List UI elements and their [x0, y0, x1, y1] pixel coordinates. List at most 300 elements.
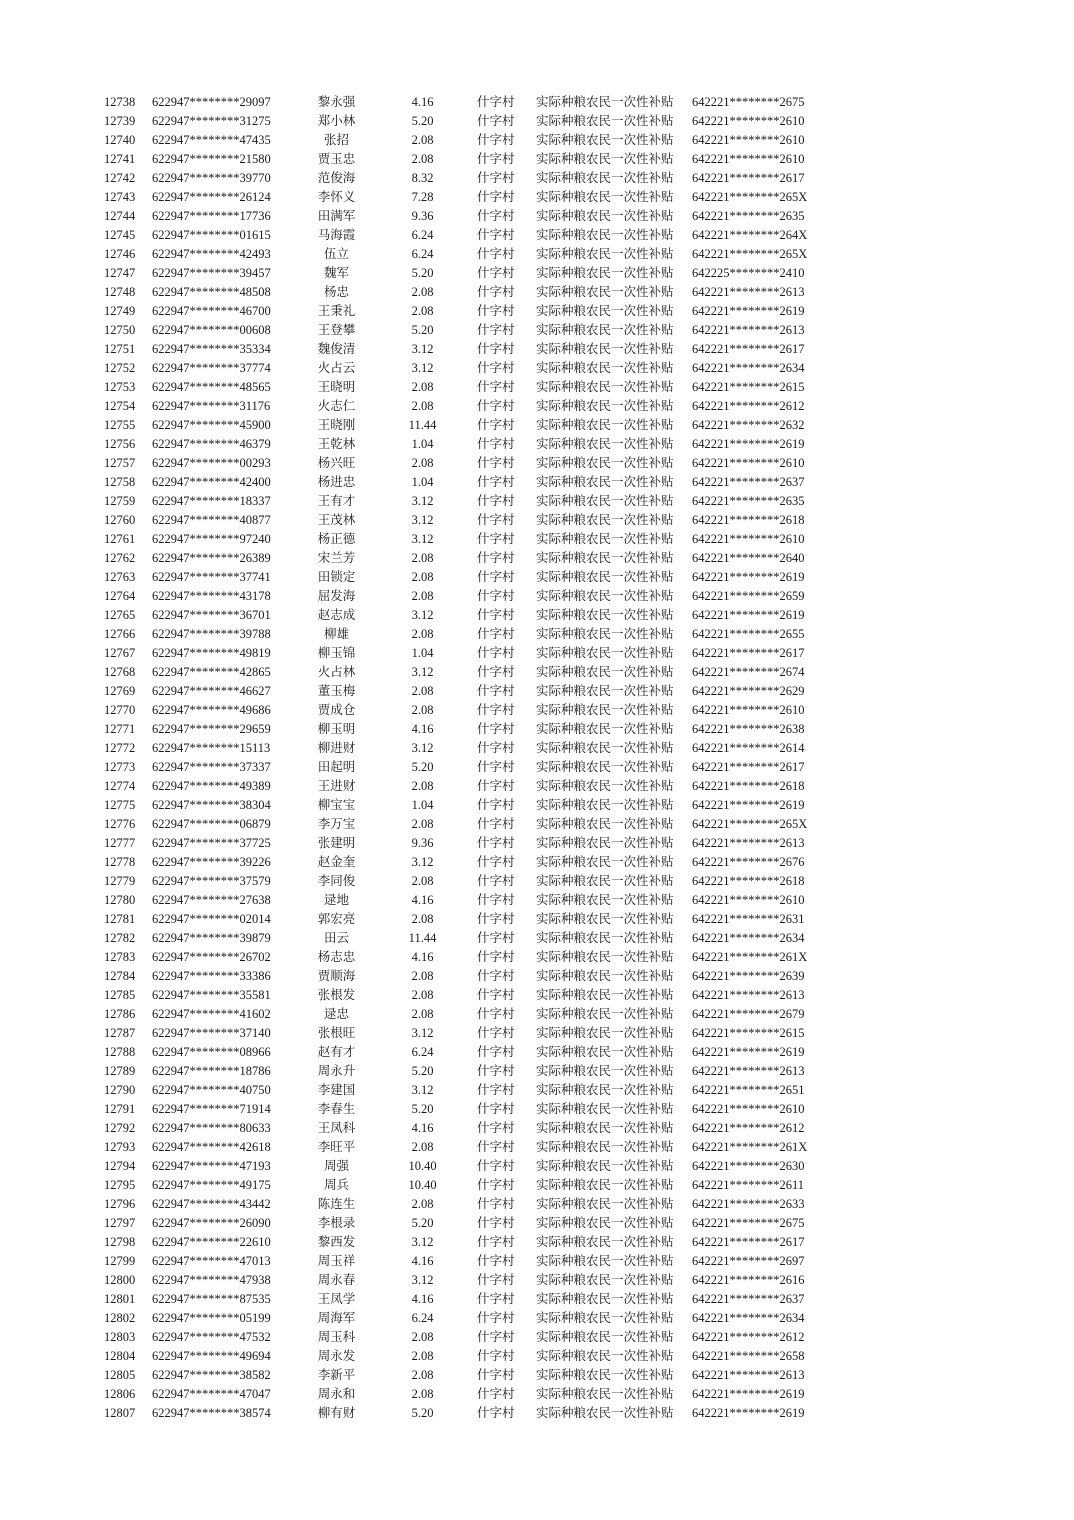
subsidy-amount: 3.12: [411, 1273, 434, 1287]
subsidy-amount: 4.16: [411, 893, 434, 907]
account-number: 622947********48508: [152, 285, 271, 299]
id-card-number: 642221********2613: [692, 836, 805, 850]
subsidy-amount: 2.08: [411, 589, 434, 603]
account-number: 622947********87535: [152, 1292, 271, 1306]
id-card-number: 642221********2613: [692, 1064, 805, 1078]
subsidy-type: 实际种粮农民一次性补贴: [536, 931, 674, 945]
subsidy-amount: 5.20: [411, 1102, 434, 1116]
subsidy-amount: 1.04: [411, 475, 434, 489]
village-name: 什字村: [477, 1387, 515, 1401]
table-row: [0, 397, 1074, 416]
person-name: 李怀义: [317, 190, 356, 204]
subsidy-amount: 2.08: [411, 304, 434, 318]
village-name: 什字村: [477, 741, 515, 755]
record-number: 12801: [104, 1292, 136, 1306]
account-number: 622947********40750: [152, 1083, 271, 1097]
id-card-number: 642221********2632: [692, 418, 805, 432]
record-number: 12804: [104, 1349, 136, 1363]
record-number: 12744: [104, 209, 136, 223]
table-row: [0, 93, 1074, 112]
table-row: [0, 169, 1074, 188]
village-name: 什字村: [477, 437, 515, 451]
table-row: [0, 1195, 1074, 1214]
person-name: 贾玉忠: [317, 152, 356, 166]
table-row: [0, 986, 1074, 1005]
id-card-number: 642221********2675: [692, 95, 805, 109]
subsidy-type: 实际种粮农民一次性补贴: [536, 1254, 674, 1268]
village-name: 什字村: [477, 836, 515, 850]
table-row: [0, 1176, 1074, 1195]
subsidy-amount: 5.20: [411, 114, 434, 128]
id-card-number: 642221********2613: [692, 988, 805, 1002]
account-number: 622947********47047: [152, 1387, 271, 1401]
id-card-number: 642221********265X: [692, 190, 808, 204]
subsidy-type: 实际种粮农民一次性补贴: [536, 760, 674, 774]
subsidy-type: 实际种粮农民一次性补贴: [536, 874, 674, 888]
table-row: [0, 1328, 1074, 1347]
record-number: 12741: [104, 152, 136, 166]
subsidy-amount: 1.04: [411, 437, 434, 451]
id-card-number: 642221********2617: [692, 1235, 805, 1249]
id-card-number: 642221********2659: [692, 589, 805, 603]
record-number: 12756: [104, 437, 136, 451]
record-number: 12805: [104, 1368, 136, 1382]
subsidy-type: 实际种粮农民一次性补贴: [536, 152, 674, 166]
village-name: 什字村: [477, 1045, 515, 1059]
id-card-number: 642221********2610: [692, 152, 805, 166]
village-name: 什字村: [477, 247, 515, 261]
village-name: 什字村: [477, 589, 515, 603]
person-name: 赵有才: [317, 1045, 356, 1059]
village-name: 什字村: [477, 1273, 515, 1287]
person-name: 杨进忠: [317, 475, 356, 489]
table-row: [0, 492, 1074, 511]
account-number: 622947********40877: [152, 513, 271, 527]
person-name: 王登攀: [317, 323, 356, 337]
table-row: [0, 1062, 1074, 1081]
subsidy-amount: 4.16: [411, 1292, 434, 1306]
village-name: 什字村: [477, 703, 515, 717]
village-name: 什字村: [477, 931, 515, 945]
subsidy-amount: 2.08: [411, 1007, 434, 1021]
subsidy-type: 实际种粮农民一次性补贴: [536, 285, 674, 299]
account-number: 622947********46700: [152, 304, 271, 318]
subsidy-type: 实际种粮农民一次性补贴: [536, 1311, 674, 1325]
person-name: 黎永强: [317, 95, 356, 109]
subsidy-amount: 2.08: [411, 779, 434, 793]
subsidy-type: 实际种粮农民一次性补贴: [536, 988, 674, 1002]
table-row: [0, 1119, 1074, 1138]
id-card-number: 642221********2619: [692, 608, 805, 622]
village-name: 什字村: [477, 608, 515, 622]
village-name: 什字村: [477, 209, 515, 223]
account-number: 622947********49389: [152, 779, 271, 793]
village-name: 什字村: [477, 912, 515, 926]
village-name: 什字村: [477, 646, 515, 660]
record-number: 12747: [104, 266, 136, 280]
person-name: 王进财: [317, 779, 356, 793]
village-name: 什字村: [477, 228, 515, 242]
account-number: 622947********97240: [152, 532, 271, 546]
table-row: [0, 435, 1074, 454]
record-number: 12806: [104, 1387, 136, 1401]
table-row: [0, 264, 1074, 283]
table-row: [0, 226, 1074, 245]
subsidy-type: 实际种粮农民一次性补贴: [536, 950, 674, 964]
subsidy-amount: 2.08: [411, 456, 434, 470]
village-name: 什字村: [477, 152, 515, 166]
person-name: 王凤学: [317, 1292, 356, 1306]
subsidy-type: 实际种粮农民一次性补贴: [536, 1235, 674, 1249]
id-card-number: 642221********2617: [692, 760, 805, 774]
table-row: [0, 796, 1074, 815]
account-number: 622947********17736: [152, 209, 271, 223]
account-number: 622947********39457: [152, 266, 271, 280]
village-name: 什字村: [477, 304, 515, 318]
person-name: 李根录: [317, 1216, 356, 1230]
subsidy-type: 实际种粮农民一次性补贴: [536, 665, 674, 679]
person-name: 王晓明: [317, 380, 356, 394]
person-name: 范俊海: [317, 171, 356, 185]
subsidy-type: 实际种粮农民一次性补贴: [536, 798, 674, 812]
subsidy-amount: 6.24: [411, 1311, 434, 1325]
id-card-number: 642221********2655: [692, 627, 805, 641]
subsidy-type: 实际种粮农民一次性补贴: [536, 684, 674, 698]
account-number: 622947********02014: [152, 912, 271, 926]
id-card-number: 642221********2618: [692, 779, 805, 793]
subsidy-amount: 4.16: [411, 722, 434, 736]
subsidy-amount: 10.40: [408, 1159, 437, 1173]
person-name: 田云: [323, 931, 349, 945]
subsidy-type: 实际种粮农民一次性补贴: [536, 703, 674, 717]
account-number: 622947********18786: [152, 1064, 271, 1078]
account-number: 622947********38574: [152, 1406, 271, 1420]
person-name: 赵志成: [317, 608, 356, 622]
table-row: [0, 1081, 1074, 1100]
village-name: 什字村: [477, 1311, 515, 1325]
person-name: 周永和: [317, 1387, 356, 1401]
subsidy-amount: 3.12: [411, 532, 434, 546]
account-number: 622947********49686: [152, 703, 271, 717]
village-name: 什字村: [477, 874, 515, 888]
subsidy-type: 实际种粮农民一次性补贴: [536, 1349, 674, 1363]
id-card-number: 642221********2610: [692, 114, 805, 128]
table-row: [0, 1043, 1074, 1062]
subsidy-amount: 2.08: [411, 152, 434, 166]
id-card-number: 642221********2635: [692, 209, 805, 223]
subsidy-type: 实际种粮农民一次性补贴: [536, 1330, 674, 1344]
record-number: 12796: [104, 1197, 136, 1211]
subsidy-type: 实际种粮农民一次性补贴: [536, 608, 674, 622]
id-card-number: 642221********2658: [692, 1349, 805, 1363]
record-number: 12787: [104, 1026, 136, 1040]
account-number: 622947********37774: [152, 361, 271, 375]
record-number: 12764: [104, 589, 136, 603]
account-number: 622947********21580: [152, 152, 271, 166]
account-number: 622947********22610: [152, 1235, 271, 1249]
subsidy-type: 实际种粮农民一次性补贴: [536, 266, 674, 280]
person-name: 李建国: [317, 1083, 356, 1097]
table-row: [0, 625, 1074, 644]
table-row: [0, 530, 1074, 549]
account-number: 622947********35581: [152, 988, 271, 1002]
record-number: 12750: [104, 323, 136, 337]
account-number: 622947********42618: [152, 1140, 271, 1154]
person-name: 柳进财: [317, 741, 356, 755]
subsidy-type: 实际种粮农民一次性补贴: [536, 646, 674, 660]
table-row: [0, 910, 1074, 929]
subsidy-amount: 2.08: [411, 1197, 434, 1211]
subsidy-amount: 5.20: [411, 266, 434, 280]
id-card-number: 642221********2610: [692, 532, 805, 546]
person-name: 王茂林: [317, 513, 356, 527]
table-row: [0, 815, 1074, 834]
id-card-number: 642221********2618: [692, 874, 805, 888]
village-name: 什字村: [477, 190, 515, 204]
table-row: [0, 663, 1074, 682]
record-number: 12758: [104, 475, 136, 489]
id-card-number: 642221********2674: [692, 665, 805, 679]
person-name: 张根发: [317, 988, 356, 1002]
account-number: 622947********00293: [152, 456, 271, 470]
record-number: 12786: [104, 1007, 136, 1021]
village-name: 什字村: [477, 779, 515, 793]
subsidy-amount: 5.20: [411, 1406, 434, 1420]
village-name: 什字村: [477, 532, 515, 546]
id-card-number: 642221********2617: [692, 342, 805, 356]
account-number: 622947********46379: [152, 437, 271, 451]
table-row: [0, 321, 1074, 340]
person-name: 杨正德: [317, 532, 356, 546]
id-card-number: 642221********2629: [692, 684, 805, 698]
village-name: 什字村: [477, 969, 515, 983]
person-name: 宋兰芳: [317, 551, 356, 565]
record-number: 12789: [104, 1064, 136, 1078]
subsidy-type: 实际种粮农民一次性补贴: [536, 418, 674, 432]
person-name: 周海军: [317, 1311, 356, 1325]
record-number: 12776: [104, 817, 136, 831]
village-name: 什字村: [477, 1406, 515, 1420]
account-number: 622947********18337: [152, 494, 271, 508]
record-number: 12797: [104, 1216, 136, 1230]
id-card-number: 642221********2619: [692, 1387, 805, 1401]
subsidy-amount: 5.20: [411, 760, 434, 774]
account-number: 622947********35334: [152, 342, 271, 356]
village-name: 什字村: [477, 665, 515, 679]
id-card-number: 642221********2610: [692, 703, 805, 717]
account-number: 622947********39770: [152, 171, 271, 185]
id-card-number: 642221********2612: [692, 399, 805, 413]
record-number: 12793: [104, 1140, 136, 1154]
id-card-number: 642221********2697: [692, 1254, 805, 1268]
id-card-number: 642221********2612: [692, 1330, 805, 1344]
id-card-number: 642221********2615: [692, 380, 805, 394]
subsidy-type: 实际种粮农民一次性补贴: [536, 171, 674, 185]
person-name: 周永升: [317, 1064, 356, 1078]
person-name: 周永发: [317, 1349, 356, 1363]
id-card-number: 642221********2617: [692, 171, 805, 185]
record-number: 12780: [104, 893, 136, 907]
subsidy-amount: 2.08: [411, 1368, 434, 1382]
table-row: [0, 758, 1074, 777]
subsidy-type: 实际种粮农民一次性补贴: [536, 912, 674, 926]
table-row: [0, 587, 1074, 606]
subsidy-type: 实际种粮农民一次性补贴: [536, 570, 674, 584]
table-row: [0, 777, 1074, 796]
person-name: 柳玉锦: [317, 646, 356, 660]
subsidy-type: 实际种粮农民一次性补贴: [536, 247, 674, 261]
table-row: [0, 1290, 1074, 1309]
subsidy-type: 实际种粮农民一次性补贴: [536, 437, 674, 451]
id-card-number: 642221********2619: [692, 1406, 805, 1420]
person-name: 李春生: [317, 1102, 356, 1116]
subsidy-type: 实际种粮农民一次性补贴: [536, 95, 674, 109]
id-card-number: 642225********2410: [692, 266, 805, 280]
account-number: 622947********31275: [152, 114, 271, 128]
subsidy-amount: 3.12: [411, 494, 434, 508]
subsidy-amount: 3.12: [411, 1026, 434, 1040]
record-number: 12794: [104, 1159, 136, 1173]
record-number: 12745: [104, 228, 136, 242]
account-number: 622947********39788: [152, 627, 271, 641]
table-row: [0, 1157, 1074, 1176]
record-number: 12783: [104, 950, 136, 964]
village-name: 什字村: [477, 266, 515, 280]
record-number: 12790: [104, 1083, 136, 1097]
id-card-number: 642221********2675: [692, 1216, 805, 1230]
subsidy-amount: 2.08: [411, 399, 434, 413]
id-card-number: 642221********2619: [692, 570, 805, 584]
person-name: 杨志忠: [317, 950, 356, 964]
table-row: [0, 302, 1074, 321]
table-row: [0, 967, 1074, 986]
village-name: 什字村: [477, 171, 515, 185]
record-number: 12791: [104, 1102, 136, 1116]
subsidy-amount: 2.08: [411, 1349, 434, 1363]
subsidy-type: 实际种粮农民一次性补贴: [536, 1083, 674, 1097]
id-card-number: 642221********2613: [692, 285, 805, 299]
subsidy-type: 实际种粮农民一次性补贴: [536, 741, 674, 755]
account-number: 622947********42493: [152, 247, 271, 261]
table-row: [0, 112, 1074, 131]
person-name: 田锁定: [317, 570, 356, 584]
subsidy-type: 实际种粮农民一次性补贴: [536, 513, 674, 527]
table-row: [0, 1233, 1074, 1252]
table-row: [0, 416, 1074, 435]
table-row: [0, 929, 1074, 948]
account-number: 622947********33386: [152, 969, 271, 983]
village-name: 什字村: [477, 418, 515, 432]
person-name: 柳玉明: [317, 722, 356, 736]
id-card-number: 642221********2676: [692, 855, 805, 869]
subsidy-type: 实际种粮农民一次性补贴: [536, 380, 674, 394]
subsidy-type: 实际种粮农民一次性补贴: [536, 969, 674, 983]
record-number: 12775: [104, 798, 136, 812]
table-row: [0, 473, 1074, 492]
person-name: 柳雄: [323, 627, 349, 641]
person-name: 周永春: [317, 1273, 356, 1287]
village-name: 什字村: [477, 760, 515, 774]
subsidy-amount: 9.36: [411, 836, 434, 850]
subsidy-amount: 2.08: [411, 684, 434, 698]
table-row: [0, 1005, 1074, 1024]
subsidy-type: 实际种粮农民一次性补贴: [536, 1102, 674, 1116]
table-row: [0, 549, 1074, 568]
account-number: 622947********38304: [152, 798, 271, 812]
subsidy-amount: 2.08: [411, 627, 434, 641]
subsidy-type: 实际种粮农民一次性补贴: [536, 1292, 674, 1306]
record-number: 12779: [104, 874, 136, 888]
person-name: 田满军: [317, 209, 356, 223]
id-card-number: 642221********2640: [692, 551, 805, 565]
subsidy-amount: 11.44: [408, 931, 437, 945]
record-number: 12782: [104, 931, 136, 945]
subsidy-amount: 2.08: [411, 703, 434, 717]
subsidy-type: 实际种粮农民一次性补贴: [536, 494, 674, 508]
subsidy-type: 实际种粮农民一次性补贴: [536, 190, 674, 204]
person-name: 李旺平: [317, 1140, 356, 1154]
id-card-number: 642221********2610: [692, 893, 805, 907]
person-name: 王晓刚: [317, 418, 356, 432]
record-number: 12800: [104, 1273, 136, 1287]
table-row: [0, 207, 1074, 226]
village-name: 什字村: [477, 456, 515, 470]
subsidy-type: 实际种粮农民一次性补贴: [536, 1064, 674, 1078]
subsidy-type: 实际种粮农民一次性补贴: [536, 551, 674, 565]
account-number: 622947********45900: [152, 418, 271, 432]
person-name: 周玉科: [317, 1330, 356, 1344]
table-row: [0, 340, 1074, 359]
subsidy-type: 实际种粮农民一次性补贴: [536, 399, 674, 413]
id-card-number: 642221********2634: [692, 361, 805, 375]
table-row: [0, 1347, 1074, 1366]
subsidy-amount: 7.28: [411, 190, 434, 204]
village-name: 什字村: [477, 1330, 515, 1344]
village-name: 什字村: [477, 95, 515, 109]
subsidy-amount: 4.16: [411, 95, 434, 109]
subsidy-type: 实际种粮农民一次性补贴: [536, 1368, 674, 1382]
id-card-number: 642221********264X: [692, 228, 808, 242]
person-name: 田起明: [317, 760, 356, 774]
id-card-number: 642221********265X: [692, 247, 808, 261]
table-row: [0, 1309, 1074, 1328]
id-card-number: 642221********2618: [692, 513, 805, 527]
subsidy-amount: 3.12: [411, 342, 434, 356]
record-number: 12781: [104, 912, 136, 926]
person-name: 柳有财: [317, 1406, 356, 1420]
subsidy-type: 实际种粮农民一次性补贴: [536, 1216, 674, 1230]
village-name: 什字村: [477, 475, 515, 489]
person-name: 杨忠: [323, 285, 349, 299]
village-name: 什字村: [477, 342, 515, 356]
person-name: 陈连生: [317, 1197, 356, 1211]
subsidy-type: 实际种粮农民一次性补贴: [536, 722, 674, 736]
account-number: 622947********29097: [152, 95, 271, 109]
village-name: 什字村: [477, 1178, 515, 1192]
subsidy-type: 实际种粮农民一次性补贴: [536, 589, 674, 603]
subsidy-amount: 2.08: [411, 380, 434, 394]
id-card-number: 642221********2637: [692, 1292, 805, 1306]
id-card-number: 642221********2614: [692, 741, 805, 755]
subsidy-type: 实际种粮农民一次性补贴: [536, 893, 674, 907]
table-row: [0, 1214, 1074, 1233]
account-number: 622947********46627: [152, 684, 271, 698]
person-name: 张招: [323, 133, 349, 147]
table-row: [0, 131, 1074, 150]
subsidy-amount: 1.04: [411, 646, 434, 660]
account-number: 622947********05199: [152, 1311, 271, 1325]
subsidy-amount: 2.08: [411, 1140, 434, 1154]
